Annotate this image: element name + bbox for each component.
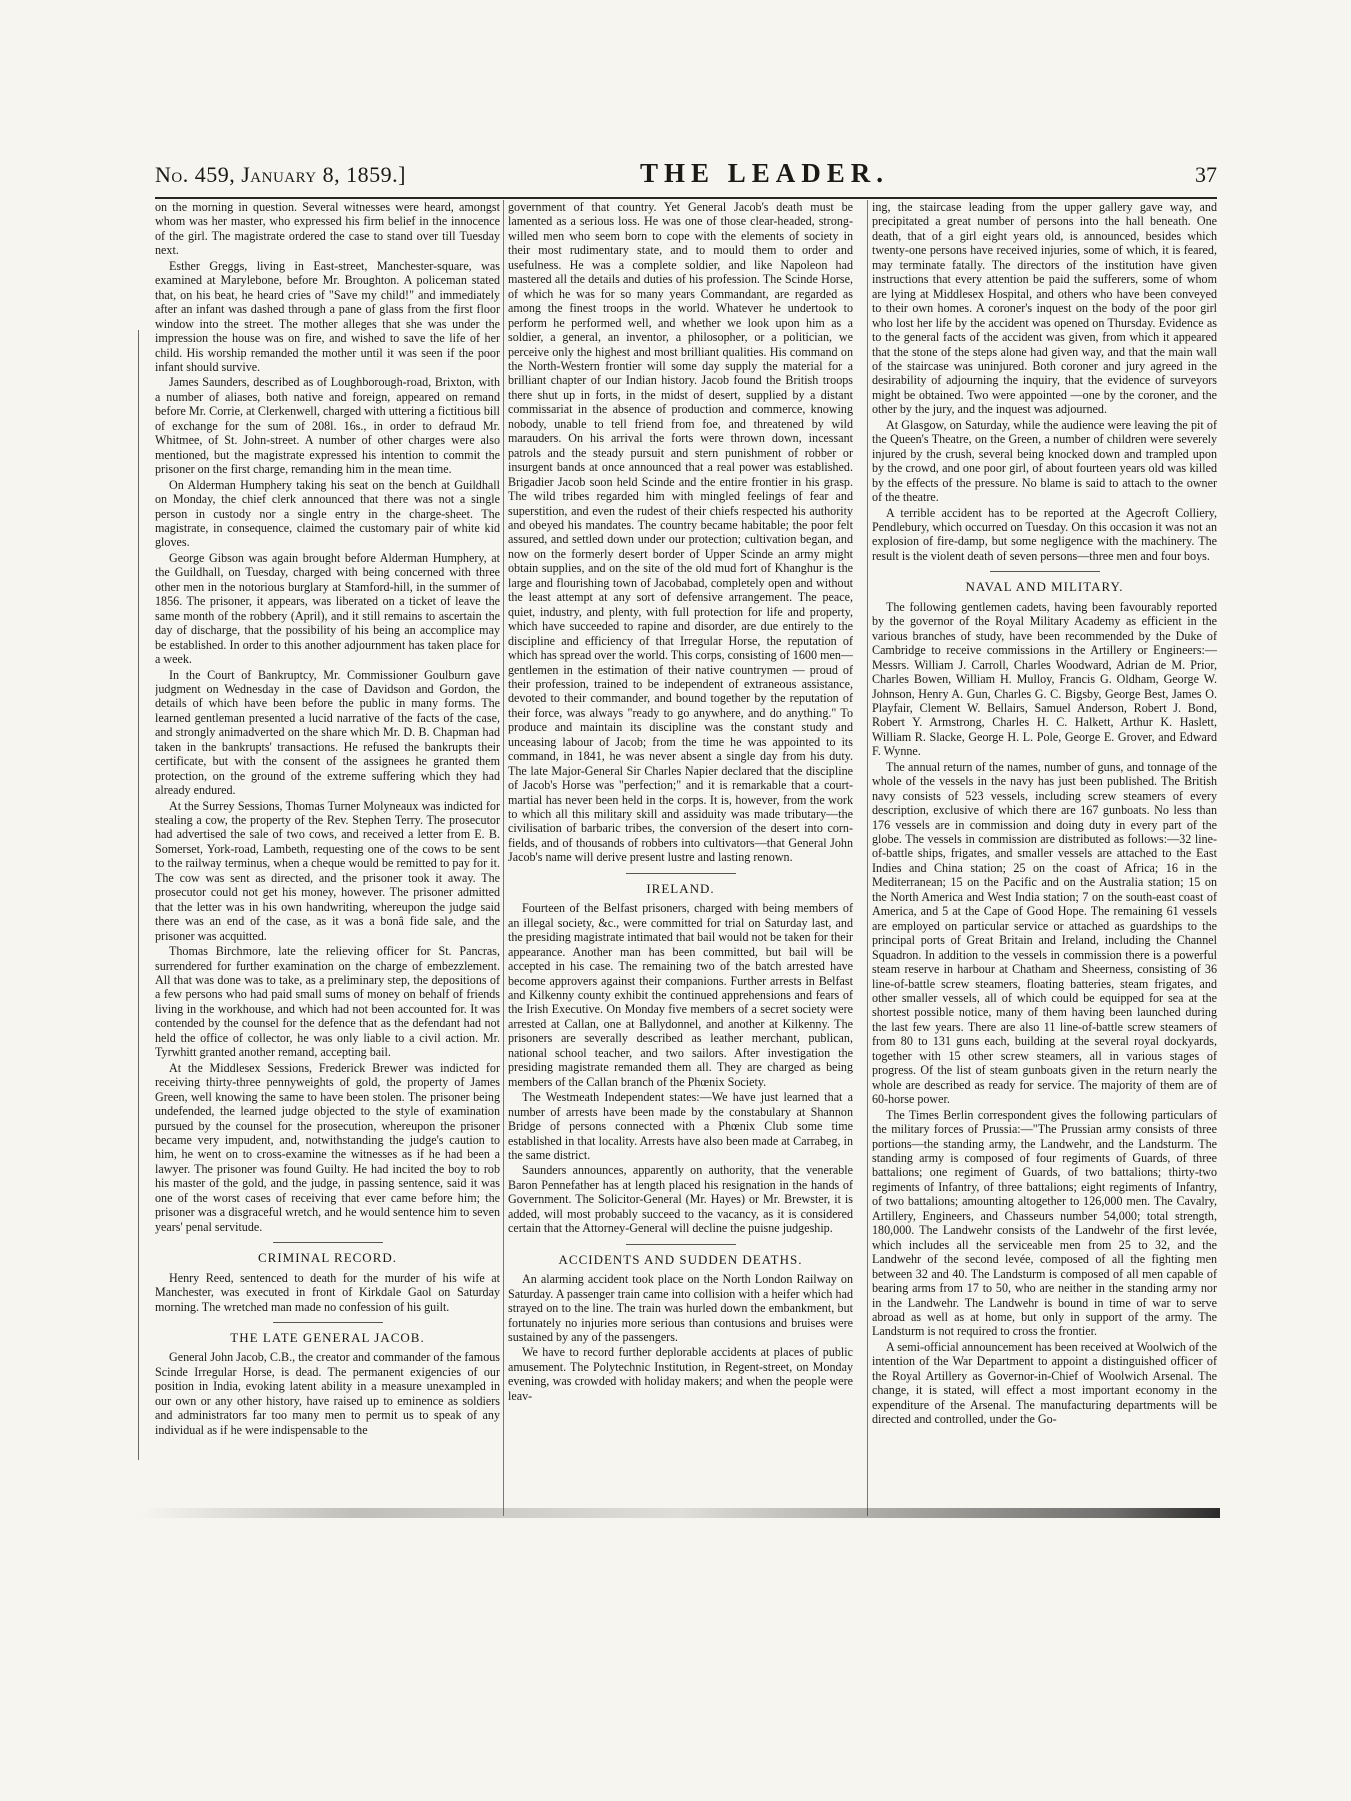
section-divider	[990, 571, 1100, 572]
paragraph: on the morning in question. Several witnesses were heard, amongst whom was her master, who expressed his firm belief in the innocence of the girl. The magistrate ordered the case to stand over till Tuesday next.	[155, 200, 500, 258]
paragraph: An alarming accident took place on the North London Railway on Saturday. A passenger train came into collision with a heifer which had strayed on to the line. The train was hurled down the embankment, but fortunately no injuries more serious than contusions and bruises were sustained by any of the passengers.	[508, 1272, 853, 1344]
masthead-title: THE LEADER.	[640, 158, 890, 188]
paragraph: Henry Reed, sentenced to death for the murder of his wife at Manchester, was executed in front of Kirkdale Gaol on Saturday morning. The wretched man made no confession of his guilt.	[155, 1270, 500, 1314]
paragraph: ing, the staircase leading from the upper gallery gave way, and precipitated a great number of persons into the hall beneath. One death, that of a girl eight years old, is announced, besides which twenty-one persons have received injuries, some of which, it is feared, may terminate fatally. The directors of the institution have given instructions that every attention be paid the sufferers, some of whom are lying at Middlesex Hospital, and others who have been conveyed to their own homes. A coroner's inquest on the body of the poor girl who lost her life by the accident was opened on Thursday. Evidence as to the general facts of the accident was given, from which it appeared that the stone of the steps alone had given way, and that the main wall of the staircase was uninjured. Both coroner and jury agreed in the desirability of adjourning the inquiry, that the evidence of surveyors might be obtained. Two were appointed —one by the coroner, and the other by the jury, and the inquest was adjourned.	[872, 200, 1217, 417]
paragraph: At the Surrey Sessions, Thomas Turner Molyneaux was indicted for stealing a cow, the property of the Rev. Stephen Terry. The prosecutor had advertised the sale of two cows, and received a letter from E. B. Somerset, York-road, Lambeth, requesting one of the cows to be sent to the railway terminus, when a cheque would be remitted to pay for it. The cow was sent as directed, and the prisoner took it away. The prosecutor could not get his money, however. The prisoner admitted that the letter was in his own handwriting, whereupon the judge said there was an end of the case, as it was a bonâ fide sale, and the prisoner was acquitted.	[155, 798, 500, 943]
page-number: 37	[1195, 162, 1217, 187]
section-divider	[626, 1244, 736, 1245]
paragraph: A terrible accident has to be reported at the Agecroft Colliery, Pendlebury, which occurred on Tuesday. On this occasion it was not an explosion of fire-damp, but some negligence with the machinery. The result is the violent death of seven persons—three men and four boys.	[872, 505, 1217, 563]
section-heading-general-jacob: THE LATE GENERAL JACOB.	[230, 1329, 425, 1345]
issue-line: No. 459, January 8, 1859.]	[155, 162, 406, 187]
paragraph: Fourteen of the Belfast prisoners, charged with being members of an illegal society, &c., were committed for trial on Saturday last, and the presiding magistrate intimated that bail would not be taken for their appearance. Another man has been committed, but bail will be accepted in his case. The remaining two of the batch arrested have become approvers against their companions. Further arrests in Belfast and Kilkenny county exhibit the continued apprehensions and fears of the Irish Executive. On Monday five members of a secret society were arrested at Callan, one at Ballydonnel, and another at Kilkenny. The prisoners are severally described as leather merchant, publican, national school teacher, and two sailors. After investigation the presiding magistrate remanded them all. They are charged as being members of the Callan branch of the Phœnix Society.	[508, 901, 853, 1089]
paragraph: Saunders announces, apparently on authority, that the venerable Baron Pennefather has at length placed his resignation in the hands of Government. The Solicitor-General (Mr. Hayes) or Mr. Brewster, it is added, will most probably succeed to the vacancy, as it is considered certain that the Attorney-General will decline the puisne judgeship.	[508, 1163, 853, 1236]
paragraph: The annual return of the names, number of guns, and tonnage of the whole of the vessels in the navy has just been published. The British navy consists of 523 vessels, including screw steamers of every description, exclusive of which there are 167 gunboats. No less than 176 vessels are in commission and doing duty in every part of the globe. The vessels in commission are distributed as follows:—32 line-of-battle ships, frigates, and smaller vessels are attached to the East Indies and China station; 25 on the coast of Africa; 16 in the Mediterranean; 15 on the Pacific and on the Australia station; 15 on the North America and West India station; 7 on the south-east coast of America, and 5 at the Cape of Good Hope. The remaining 61 vessels are employed on particular service or attached as guardships to the principal ports of Great Britain and Ireland, including the Channel Squadron. In addition to the vessels in commission there is a powerful steam reserve in harbour at Chatham and Sheerness, consisting of 36 line-of-battle screw steamers, floating batteries, steam frigates, and other smaller vessels, all of which could be equipped for sea at the shortest possible notice, many of them having been launched during the last few years. There are also 11 line-of-battle screw steamers of from 80 to 131 guns each, building at the several royal dockyards, together with 15 other screw steamers, all in various stages of progress. Of the list of steam gunboats given in the return nearly the whole are described as ready for service. The majority of them are of 60-horse power.	[872, 759, 1217, 1107]
paragraph: At Glasgow, on Saturday, while the audience were leaving the pit of the Queen's Theatre, on the Green, a number of children were severely injured by the crush, several being knocked down and trampled upon by the crowd, and one poor girl, of about fourteen years old was killed by the effects of the pressure. No blame is said to attach to the owner of the theatre.	[872, 417, 1217, 505]
left-margin-rule	[138, 330, 139, 1460]
paragraph: A semi-official announcement has been received at Woolwich of the intention of the War Department to appoint a distinguished officer of the Royal Artillery as Governor-in-Chief of Woolwich Arsenal. The change, it is stated, will effect a most important economy in the expenditure of the Arsenal. The manufacturing departments will be directed and controlled, under the Go-	[872, 1339, 1217, 1427]
column-rule	[503, 200, 504, 1516]
section-divider	[273, 1322, 383, 1323]
paragraph: We have to record further deplorable accidents at places of public amusement. The Polytechnic Institution, in Regent-street, on Monday evening, was crowded with holiday makers; and when the people were leav-	[508, 1345, 853, 1403]
paragraph: Thomas Birchmore, late the relieving officer for St. Pancras, surrendered for further examination on the charge of embezzlement. All that was done was to take, as a preliminary step, the depositions of a few persons who had paid small sums of money on behalf of friends living in the workhouse, and which had not been accounted for. It was contended by the counsel for the defence that as the defendant had not held the office of collector, he was only liable to a civil action. Mr. Tyrwhitt granted another remand, accepting bail.	[155, 944, 500, 1060]
column-1	[155, 200, 500, 1520]
paragraph: At the Middlesex Sessions, Frederick Brewer was indicted for receiving thirty-three pennyweights of gold, the property of James Green, well knowing the same to have been stolen. The prisoner being undefended, the learned judge objected to the style of examination pursued by the counsel for the prosecution, whereupon the prisoner became very impudent, and, notwithstanding the judge's caution to him, he went on to cross-examine the witnesses as if he had been a lawyer. The prisoner was found Guilty. He had incited the boy to rob his master of the gold, and the judge, in passing sentence, said it was one of the worst cases of receiving that ever came before him; the prisoner was a disgraceful wretch, and he would sentence him to seven years' penal servitude.	[155, 1060, 500, 1234]
section-heading-naval-military: NAVAL AND MILITARY.	[965, 579, 1124, 595]
column-3	[872, 200, 1217, 1520]
section-heading-accidents: ACCIDENTS AND SUDDEN DEATHS.	[558, 1251, 803, 1267]
scan-edge-artifact	[140, 1508, 1220, 1518]
paragraph: The following gentlemen cadets, having been favourably reported by the governor of the Royal Military Academy as efficient in the various branches of study, have been recommended by the Duke of Cambridge to receive commissions in the Artillery or Engineers:— Messrs. William J. Carroll, Charles Woodward, Adrian de M. Prior, Charles Bowen, William H. Mulloy, Francis G. Oldham, George W. Johnson, Henry A. Gun, Charles G. C. Bigsby, George Best, James O. Playfair, Clement W. Bellairs, Samuel Anderson, Robert J. Bond, Robert Y. Armstrong, Charles H. C. Halkett, Arthur K. Haslett, William R. Slacke, George H. L. Pole, George E. Grover, and Edward F. Wynne.	[872, 599, 1217, 759]
column-rule	[867, 200, 868, 1516]
paragraph: The Times Berlin correspondent gives the following particulars of the military forces of Prussia:—"The Prussian army consists of three portions—the standing army, the Landwehr, and the Landsturm. The standing army is composed of four regiments of Guards, of three battalions; one regiment of Guards, of two battalions; thirty-two regiments of Infantry, of three battalions; eight regiments of Infantry, of two battalions; amounting altogether to 126,000 men. The Cavalry, Artillery, Engineers, and Chasseurs number 54,000; total strength, 180,000. The Landwehr consists of the Landwehr of the first levée, which includes all the serviceable men from 25 to 32, and the Landwehr of the second levée, composed of all the fighting men between 32 and 40. The Landsturm is composed of all men capable of bearing arms from 17 to 50, who are neither in the standing army nor in the Landwehr. The Landwehr is bound in time of war to serve abroad as well as at home, but only in support of the army. The Landsturm is not required to cross the frontier.	[872, 1107, 1217, 1339]
paragraph: George Gibson was again brought before Alderman Humphery, at the Guildhall, on Tuesday, charged with being concerned with three other men in the notorious burglary at Stamford-hill, in the summer of 1856. The prisoner, it appears, was liberated on a ticket of leave the same month of the robbery (April), and it still remains to ascertain the day of discharge, that the possibility of his being an accomplice may be established. In order to this another adjournment has taken place for a week.	[155, 550, 500, 667]
paragraph: The Westmeath Independent states:—We have just learned that a number of arrests have been made by the constabulary at Shannon Bridge of persons connected with a Phœnix Club some time established in that locality. Arrests have also been made at Carrabeg, in the same district.	[508, 1090, 853, 1162]
paragraph: On Alderman Humphery taking his seat on the bench at Guildhall on Monday, the chief clerk announced that there was not a single person in custody nor a single entry in the charge-sheet. The magistrate, in consequence, claimed the customary pair of white kid gloves.	[155, 477, 500, 550]
section-divider	[273, 1242, 383, 1243]
paragraph: government of that country. Yet General Jacob's death must be lamented as a serious loss. He was one of those clear-headed, strong-willed men who seem born to cope with the elements of society in their most rudimentary state, and to mould them to order and usefulness. He was a complete soldier, and like Napoleon had mastered all the details and duties of his profession. The Scinde Horse, of which he was for so many years Commandant, are regarded as among the finest troops in the world. Whatever he undertook to perform he performed well, and whether we look upon him as a soldier, a general, an inventor, a philosopher, or a politician, we perceive only the highest and most brilliant qualities. His command on the North-Western frontier will some day supply the material for a brilliant chapter of our Indian history. Jacob found the British troops there shut up in forts, in the midst of desert, supplied by a distant commissariat in the absence of production and commerce, knowing nobody, unable to tell friend from foe, and threatened by wild marauders. On his arrival the forts were thrown down, incessant patrols and the steady pursuit and stern punishment of robber or insurgent bands at once announced that a real power was established. Brigadier Jacob soon held Scinde and the entire frontier in his grasp. The wild tribes regarded him with mingled feelings of fear and superstition, and even the rudest of their chiefs respected his authority and obeyed his mandates. The country became habitable; the poor felt assured, and settled down under our protection; cultivation began, and now on the formerly desert border of Upper Scinde an army might obtain supplies, and on the site of the old mud fort of Khanghur is the large and flourishing town of Jacobabad, completely open and without the least attempt at any sort of defensive arrangement. The peace, quiet, industry, and plenty, with full protection for life and property, which have succeeded to rapine and disorder, are due entirely to the discipline and efficiency of that Irregular Horse, the reputation of which has spread over the world. This corps, consisting of 1600 men—gentlemen in the estimation of their native countrymen — proud of their profession, trained to be independent of extraneous assistance, devoted to their commander, and bound together by the reputation of their force, was always "ready to go anywhere, and do anything." To produce and maintain its discipline was the constant study and unceasing labour of Jacob; from the time he was appointed to its command, in 1841, he was never absent a single day from his duty. The late Major-General Sir Charles Napier declared that the discipline of Jacob's Horse was "perfection;" and it is remarkable that a court-martial has never been held in the corps. It is, however, from the work to which all this military skill and assiduity was made tributary—the civilisation of barbaric tribes, the conversion of the desert into corn-fields, and of thousands of robbers into cultivators—that General John Jacob's name will derive present lustre and lasting renown.	[508, 200, 853, 865]
paragraph: General John Jacob, C.B., the creator and commander of the famous Scinde Irregular Horse, is dead. The permanent exigencies of our position in India, evoking latent ability in a measure unexampled in our own or any other history, have raised up to eminence as soldiers and administrators far too many men to permit us to speak of any individual as if he were indispensable to the	[155, 1350, 500, 1437]
column-2	[508, 200, 853, 1520]
section-heading-ireland: IRELAND.	[646, 880, 715, 896]
page-header	[155, 158, 1217, 198]
paragraph: In the Court of Bankruptcy, Mr. Commissioner Goulburn gave judgment on Wednesday in the case of Davidson and Gordon, the details of which have been before the public in many forms. The learned gentleman presented a lucid narrative of the facts of the case, and strongly animadverted on the share which Mr. D. B. Chapman had taken in the bankrupts' transactions. He refused the bankrupts their certificate, but with the consent of the assignees he granted them protection, on the ground of the extreme suffering which they had already endured.	[155, 667, 500, 798]
section-divider	[626, 873, 736, 874]
paragraph: James Saunders, described as of Loughborough-road, Brixton, with a number of aliases, both native and foreign, appeared on remand before Mr. Corrie, at Clerkenwell, charged with uttering a fictitious bill of exchange for the sum of 208l. 16s., in order to defraud Mr. Whitmee, of St. John-street. A number of other charges were also mentioned, but the magistrate expressed his intention to commit the prisoner on the first charge, remanding him in the mean time.	[155, 375, 500, 477]
section-heading-criminal-record: CRIMINAL RECORD.	[257, 1250, 398, 1266]
paragraph: Esther Greggs, living in East-street, Manchester-square, was examined at Marylebone, before Mr. Broughton. A policeman stated that, on his beat, he heard cries of "Save my child!" and immediately after an infant was dashed through a pane of glass from the first floor window into the street. The mother alleges that she was under the impression the house was on fire, and wished to save the life of her child. His worship remanded the mother until it was seen if the poor infant should survive.	[155, 258, 500, 374]
header-rule	[155, 197, 1217, 199]
